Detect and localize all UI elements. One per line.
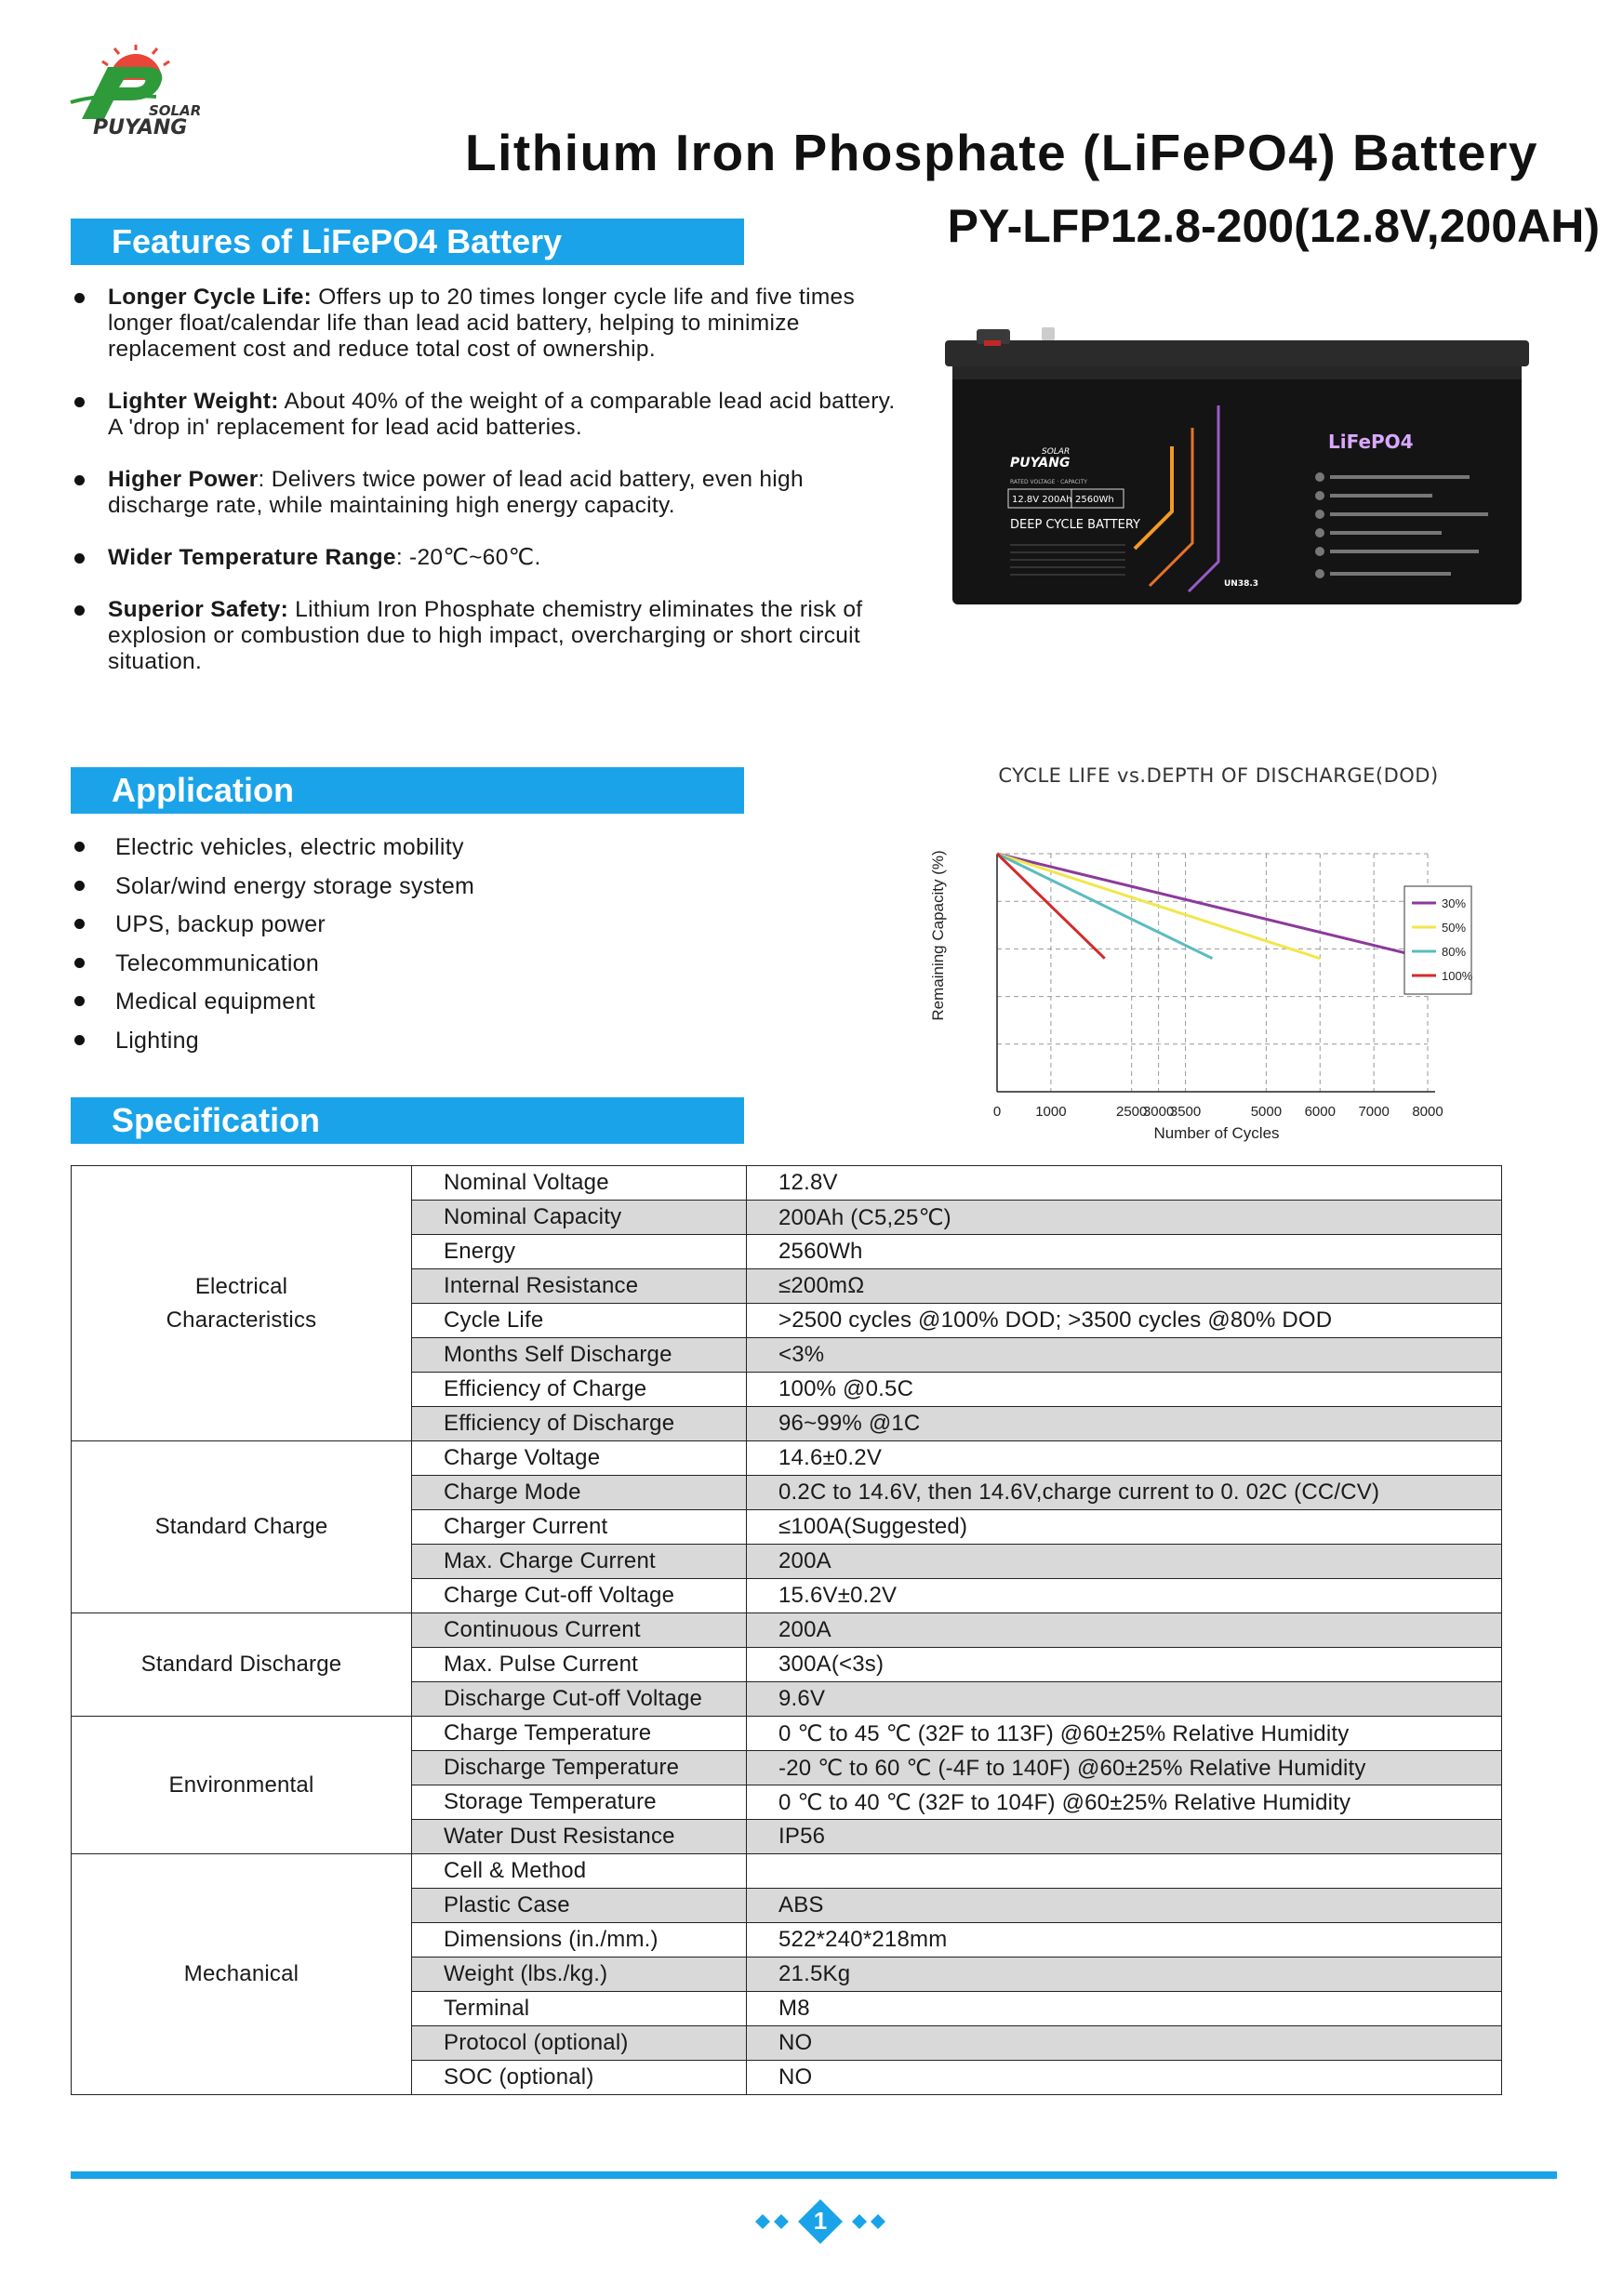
spec-parameter: Charge Mode bbox=[412, 1476, 747, 1510]
spec-value: 200A bbox=[747, 1613, 1502, 1648]
spec-parameter: Max. Charge Current bbox=[412, 1545, 747, 1579]
chart-xtick-label: 6000 bbox=[1304, 1104, 1336, 1120]
spec-value: -20 ℃ to 60 ℃ (-4F to 140F) @60±25% Relative Humidity bbox=[747, 1751, 1502, 1785]
application-text: Lighting bbox=[115, 1027, 199, 1054]
spec-parameter: Cycle Life bbox=[412, 1304, 747, 1338]
battery-energy: 2560Wh bbox=[1075, 495, 1114, 505]
feature-item bbox=[71, 467, 908, 519]
spec-value: 12.8V bbox=[747, 1166, 1502, 1201]
application-item bbox=[71, 949, 722, 989]
spec-category-line: Environmental bbox=[168, 1772, 314, 1798]
chart-legend-label: 80% bbox=[1442, 945, 1467, 959]
chart-legend-label: 30% bbox=[1442, 896, 1467, 910]
application-text: UPS, backup power bbox=[115, 911, 326, 937]
spec-value: 0 ℃ to 40 ℃ (32F to 104F) @60±25% Relative Humidity bbox=[747, 1785, 1502, 1820]
bullet-icon bbox=[74, 605, 85, 616]
spec-parameter: Months Self Discharge bbox=[412, 1338, 747, 1373]
spec-parameter: Charger Current bbox=[412, 1510, 747, 1545]
bullet-icon bbox=[74, 958, 85, 968]
application-text: Medical equipment bbox=[115, 989, 315, 1015]
feature-text: Offers up to 20 times longer cycle life and five times longer float/calendar life than lead acid battery, helping to minimize replacement cost and reduce total cost of ownership. bbox=[108, 285, 856, 362]
application-item bbox=[71, 910, 722, 949]
bullet-icon bbox=[74, 397, 85, 407]
spec-value: 96~99% @1C bbox=[747, 1407, 1502, 1441]
right-diamond-icon bbox=[852, 2214, 867, 2229]
table-row bbox=[72, 1854, 1502, 1889]
page-number: 1 bbox=[813, 2207, 828, 2235]
feature-item bbox=[71, 545, 908, 571]
spec-value: 522*240*218mm bbox=[747, 1923, 1502, 1958]
table-row bbox=[72, 1717, 1502, 1751]
spec-category bbox=[72, 1166, 412, 1441]
spec-category-line: Standard Discharge bbox=[140, 1652, 342, 1677]
feature-text: About 40% of the weight of a comparable lead acid battery. A 'drop in' replacement for lead acid batteries. bbox=[108, 389, 896, 440]
spec-parameter: Terminal bbox=[412, 1992, 747, 2026]
chart-xtick-label: 8000 bbox=[1412, 1104, 1443, 1120]
chart-xtick-label: 3000 bbox=[1142, 1104, 1175, 1120]
spec-parameter: Weight (lbs./kg.) bbox=[412, 1958, 747, 1992]
spec-value: NO bbox=[747, 2061, 1502, 2095]
spec-parameter: Nominal Voltage bbox=[412, 1166, 747, 1201]
bullet-icon bbox=[74, 1035, 85, 1045]
bullet-icon bbox=[74, 842, 85, 852]
spec-parameter: SOC (optional) bbox=[412, 2061, 747, 2095]
feature-text: Lithium Iron Phosphate chemistry eliminates the risk of explosion or combustion due to high impact, overcharging or short circuit situation. bbox=[108, 597, 863, 674]
spec-value: 0.2C to 14.6V, then 14.6V,charge current to 0. 02C (CC/CV) bbox=[747, 1476, 1502, 1510]
spec-parameter: Discharge Temperature bbox=[412, 1751, 747, 1785]
chart-xtick-label: 1000 bbox=[1035, 1104, 1067, 1120]
application-text: Electric vehicles, electric mobility bbox=[115, 834, 464, 860]
spec-category bbox=[72, 1717, 412, 1854]
cycle-life-chart bbox=[921, 753, 1516, 1153]
spec-value: 100% @0.5C bbox=[747, 1373, 1502, 1407]
specification-heading: Specification bbox=[71, 1097, 744, 1144]
feature-text: : -20℃~60℃. bbox=[395, 545, 541, 570]
application-item bbox=[71, 988, 722, 1027]
spec-value: >2500 cycles @100% DOD; >3500 cycles @80% DOD bbox=[747, 1304, 1502, 1338]
features-heading: Features of LiFePO4 Battery bbox=[71, 219, 744, 265]
bullet-icon bbox=[74, 996, 85, 1006]
feature-item bbox=[71, 597, 908, 675]
application-heading: Application bbox=[71, 767, 744, 814]
feature-item bbox=[71, 389, 908, 441]
chart-legend-label: 100% bbox=[1442, 969, 1473, 983]
application-item bbox=[71, 833, 722, 872]
puyang-logo bbox=[45, 45, 217, 138]
table-row bbox=[72, 1613, 1502, 1648]
spec-parameter: Charge Temperature bbox=[412, 1717, 747, 1751]
spec-parameter: Protocol (optional) bbox=[412, 2026, 747, 2061]
spec-parameter: Efficiency of Charge bbox=[412, 1373, 747, 1407]
chart-title: CYCLE LIFE vs.DEPTH OF DISCHARGE(DOD) bbox=[998, 764, 1439, 787]
spec-parameter: Continuous Current bbox=[412, 1613, 747, 1648]
feature-title: Lighter Weight: bbox=[108, 389, 279, 414]
battery-rating: 12.8V 200Ah bbox=[1012, 495, 1072, 505]
chart-xtick-label: 3500 bbox=[1169, 1104, 1202, 1120]
chart-xtick-label: 2500 bbox=[1116, 1104, 1148, 1120]
spec-parameter: Nominal Capacity bbox=[412, 1201, 747, 1235]
spec-value: ≤200mΩ bbox=[747, 1269, 1502, 1304]
spec-value bbox=[747, 1854, 1502, 1889]
spec-parameter: Dimensions (in./mm.) bbox=[412, 1923, 747, 1958]
table-row bbox=[72, 1166, 1502, 1201]
battery-product-image bbox=[939, 316, 1535, 614]
chart-xtick-label: 0 bbox=[992, 1104, 1002, 1120]
spec-value: 2560Wh bbox=[747, 1235, 1502, 1269]
feature-item bbox=[71, 285, 908, 363]
battery-rated-caption: RATED VOLTAGE · CAPACITY bbox=[1010, 479, 1087, 485]
left-diamond-icon bbox=[774, 2214, 789, 2229]
chart-xtick-label: 5000 bbox=[1250, 1104, 1283, 1120]
feature-text: : Delivers twice power of lead acid battery, even high discharge rate, while maintaining high energy capacity. bbox=[108, 467, 804, 518]
spec-value: 9.6V bbox=[747, 1682, 1502, 1717]
chart-ylabel: Remaining Capacity (%) bbox=[929, 850, 947, 1021]
spec-category-line: Mechanical bbox=[183, 1961, 299, 1986]
feature-title: Longer Cycle Life: bbox=[108, 285, 313, 310]
spec-parameter: Discharge Cut-off Voltage bbox=[412, 1682, 747, 1717]
spec-parameter: Max. Pulse Current bbox=[412, 1648, 747, 1682]
application-list bbox=[71, 833, 722, 1065]
footer-divider bbox=[71, 2171, 1557, 2179]
spec-value: M8 bbox=[747, 1992, 1502, 2026]
spec-category bbox=[72, 1441, 412, 1613]
spec-value: ≤100A(Suggested) bbox=[747, 1510, 1502, 1545]
spec-value: IP56 bbox=[747, 1820, 1502, 1854]
application-item bbox=[71, 1027, 722, 1066]
chart-series-line bbox=[997, 854, 1320, 959]
right-diamond-icon bbox=[871, 2214, 885, 2229]
application-item bbox=[71, 872, 722, 911]
spec-category bbox=[72, 1854, 412, 2095]
spec-value: 15.6V±0.2V bbox=[747, 1579, 1502, 1613]
features-list bbox=[71, 285, 908, 701]
specification-table bbox=[71, 1165, 1502, 2095]
spec-value: 21.5Kg bbox=[747, 1958, 1502, 1992]
battery-type: DEEP CYCLE BATTERY bbox=[1010, 518, 1140, 532]
application-text: Telecommunication bbox=[115, 949, 320, 976]
spec-category-line: Standard Charge bbox=[154, 1514, 328, 1539]
feature-title: Higher Power bbox=[108, 467, 259, 492]
spec-value: NO bbox=[747, 2026, 1502, 2061]
logo-puyang-text: PUYANG bbox=[93, 116, 188, 138]
bullet-icon bbox=[74, 293, 85, 303]
feature-title: Superior Safety: bbox=[108, 597, 289, 622]
spec-parameter: Efficiency of Discharge bbox=[412, 1407, 747, 1441]
bullet-icon bbox=[74, 919, 85, 929]
battery-brand: PUYANG bbox=[1010, 456, 1071, 471]
spec-parameter: Energy bbox=[412, 1235, 747, 1269]
chart-series-line bbox=[997, 854, 1105, 959]
spec-parameter: Internal Resistance bbox=[412, 1269, 747, 1304]
application-text: Solar/wind energy storage system bbox=[115, 872, 475, 899]
spec-value: 300A(<3s) bbox=[747, 1648, 1502, 1682]
spec-parameter: Charge Voltage bbox=[412, 1441, 747, 1476]
document-title: Lithium Iron Phosphate (LiFePO4) Battery bbox=[465, 124, 1538, 181]
logo-solar-text: SOLAR bbox=[149, 102, 202, 119]
spec-category-line: Characteristics bbox=[166, 1307, 317, 1333]
spec-value: 0 ℃ to 45 ℃ (32F to 113F) @60±25% Relative Humidity bbox=[747, 1717, 1502, 1751]
model-title: PY-LFP12.8-200(12.8V,200AH) bbox=[947, 200, 1600, 252]
chart-legend-label: 50% bbox=[1442, 921, 1467, 935]
bullet-icon bbox=[74, 881, 85, 891]
spec-category bbox=[72, 1613, 412, 1717]
chart-series-line bbox=[997, 854, 1213, 959]
spec-category-line: Electrical bbox=[194, 1273, 288, 1299]
chart-xtick-label: 7000 bbox=[1358, 1104, 1390, 1120]
spec-parameter: Storage Temperature bbox=[412, 1785, 747, 1820]
spec-value: 14.6±0.2V bbox=[747, 1441, 1502, 1476]
chart-series-line bbox=[997, 854, 1428, 959]
feature-title: Wider Temperature Range bbox=[108, 545, 396, 570]
spec-parameter: Plastic Case bbox=[412, 1889, 747, 1923]
spec-value: ABS bbox=[747, 1889, 1502, 1923]
left-diamond-icon bbox=[755, 2214, 770, 2229]
bullet-icon bbox=[74, 475, 85, 485]
spec-parameter: Water Dust Resistance bbox=[412, 1820, 747, 1854]
spec-parameter: Cell & Method bbox=[412, 1854, 747, 1889]
table-row bbox=[72, 1441, 1502, 1476]
spec-value: 200A bbox=[747, 1545, 1502, 1579]
spec-value: 200Ah (C5,25℃) bbox=[747, 1201, 1502, 1235]
battery-chem-logo: LiFePO4 bbox=[1328, 431, 1414, 453]
spec-parameter: Charge Cut-off Voltage bbox=[412, 1579, 747, 1613]
battery-brand-sub: SOLAR bbox=[1042, 447, 1071, 457]
bullet-icon bbox=[74, 553, 85, 564]
spec-value: <3% bbox=[747, 1338, 1502, 1373]
chart-xlabel: Number of Cycles bbox=[1153, 1124, 1280, 1142]
battery-cert: UN38.3 bbox=[1224, 579, 1259, 589]
